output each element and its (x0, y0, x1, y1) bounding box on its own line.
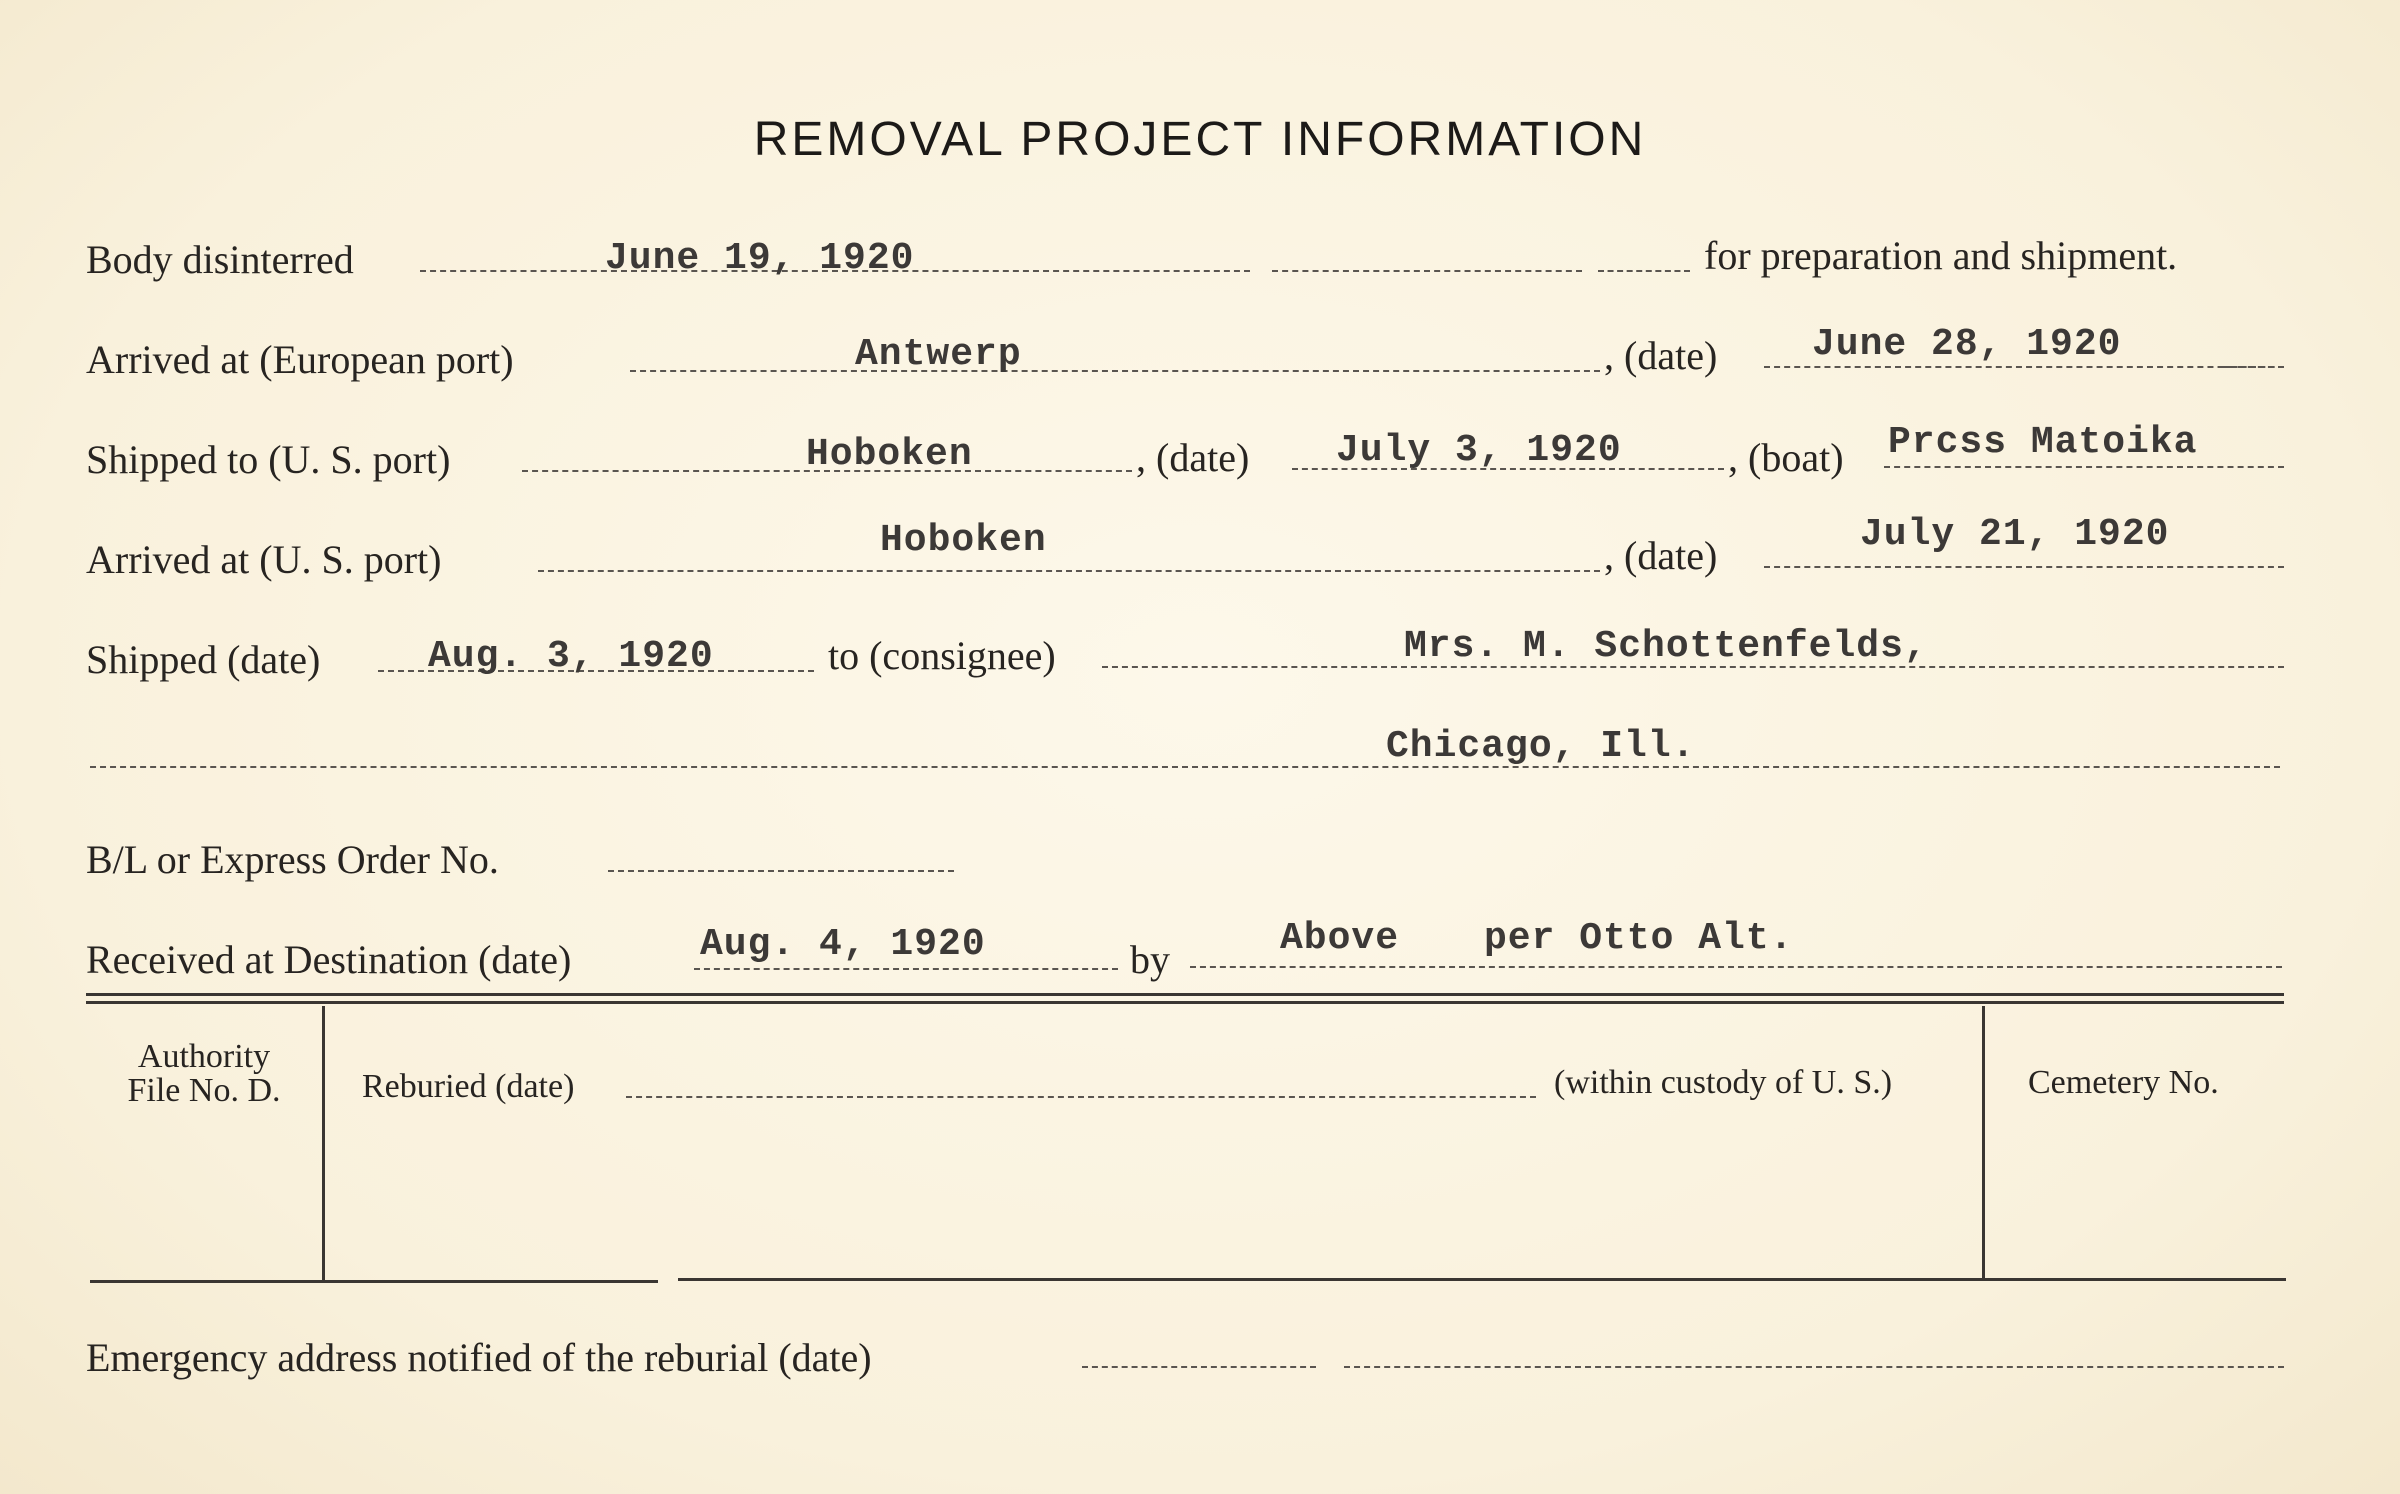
bl-order-label: B/L or Express Order No. (86, 837, 499, 882)
by-line (1190, 966, 2282, 968)
cemetery-label: Cemetery No. (2028, 1064, 2219, 1101)
emergency-line (1082, 1366, 1316, 1368)
arrived-european-label: Arrived at (European port) (86, 337, 514, 382)
box-bottom-rule-right (678, 1278, 2286, 1281)
arrived-us-date-label: , (date) (1604, 533, 1718, 578)
reburied-line (626, 1096, 1536, 1098)
consignee-line-2 (90, 766, 2280, 768)
double-rule-bottom (86, 1001, 2284, 1004)
arrived-us-date-value: July 21, 1920 (1860, 513, 2170, 556)
shipped-us-boat-value: Prcss Matoika (1888, 421, 2198, 464)
custody-label: (within custody of U. S.) (1554, 1064, 1893, 1101)
arrived-european-date-label: , (date) (1604, 333, 1718, 378)
shipped-date-label: Shipped (date) (86, 637, 321, 682)
arrived-european-date-line-2 (2222, 366, 2284, 368)
consignee-value-2: Chicago, Ill. (1386, 725, 1696, 768)
shipped-date-value: Aug. 3, 1920 (428, 635, 714, 678)
arrived-us-value: Hoboken (880, 519, 1047, 562)
authority-label-2: File No. D. (127, 1072, 281, 1109)
shipped-us-date-value: July 3, 1920 (1336, 429, 1622, 472)
by-value: Above (1280, 917, 1400, 960)
arrived-european-date-value: June 28, 1920 (1812, 323, 2122, 366)
emergency-label: Emergency address notified of the reburial (date) (86, 1335, 872, 1380)
by-label: by (1130, 937, 1170, 982)
card-title: REMOVAL PROJECT INFORMATION (753, 113, 1647, 166)
arrived-european-date-line (1764, 366, 2284, 368)
arrived-european-line (630, 370, 1600, 372)
authority-label-1: Authority (137, 1038, 271, 1075)
body-disinterred-value: June 19, 1920 (605, 237, 915, 280)
consignee-label: to (consignee) (828, 633, 1056, 678)
emergency-line-2 (1344, 1366, 2284, 1368)
divider-left (322, 1006, 325, 1280)
arrived-us-date-line (1764, 566, 2284, 568)
double-rule-top (86, 993, 2284, 996)
body-disinterred-line-2 (1272, 270, 1582, 272)
arrived-us-line (538, 570, 1600, 572)
per-value: per Otto Alt. (1484, 917, 1794, 960)
preparation-label: for preparation and shipment. (1704, 233, 2178, 278)
box-bottom-rule-left (90, 1280, 658, 1283)
consignee-value-1: Mrs. M. Schottenfelds, (1404, 625, 1928, 668)
bl-order-line (608, 870, 954, 872)
shipped-us-boat-line (1884, 466, 2284, 468)
shipped-us-date-label: , (date) (1136, 435, 1250, 480)
divider-right (1982, 1006, 1985, 1280)
reburied-label: Reburied (date) (362, 1068, 575, 1105)
body-disinterred-line-3 (1598, 270, 1690, 272)
shipped-us-label: Shipped to (U. S. port) (86, 437, 451, 482)
received-label: Received at Destination (date) (86, 937, 572, 982)
shipped-us-value: Hoboken (806, 433, 973, 476)
shipped-us-boat-label: , (boat) (1728, 435, 1844, 480)
arrived-european-value: Antwerp (855, 333, 1022, 376)
received-date-line (694, 968, 1118, 970)
arrived-us-label: Arrived at (U. S. port) (86, 537, 442, 582)
received-date-value: Aug. 4, 1920 (700, 923, 986, 966)
body-disinterred-label: Body disinterred (86, 237, 354, 282)
